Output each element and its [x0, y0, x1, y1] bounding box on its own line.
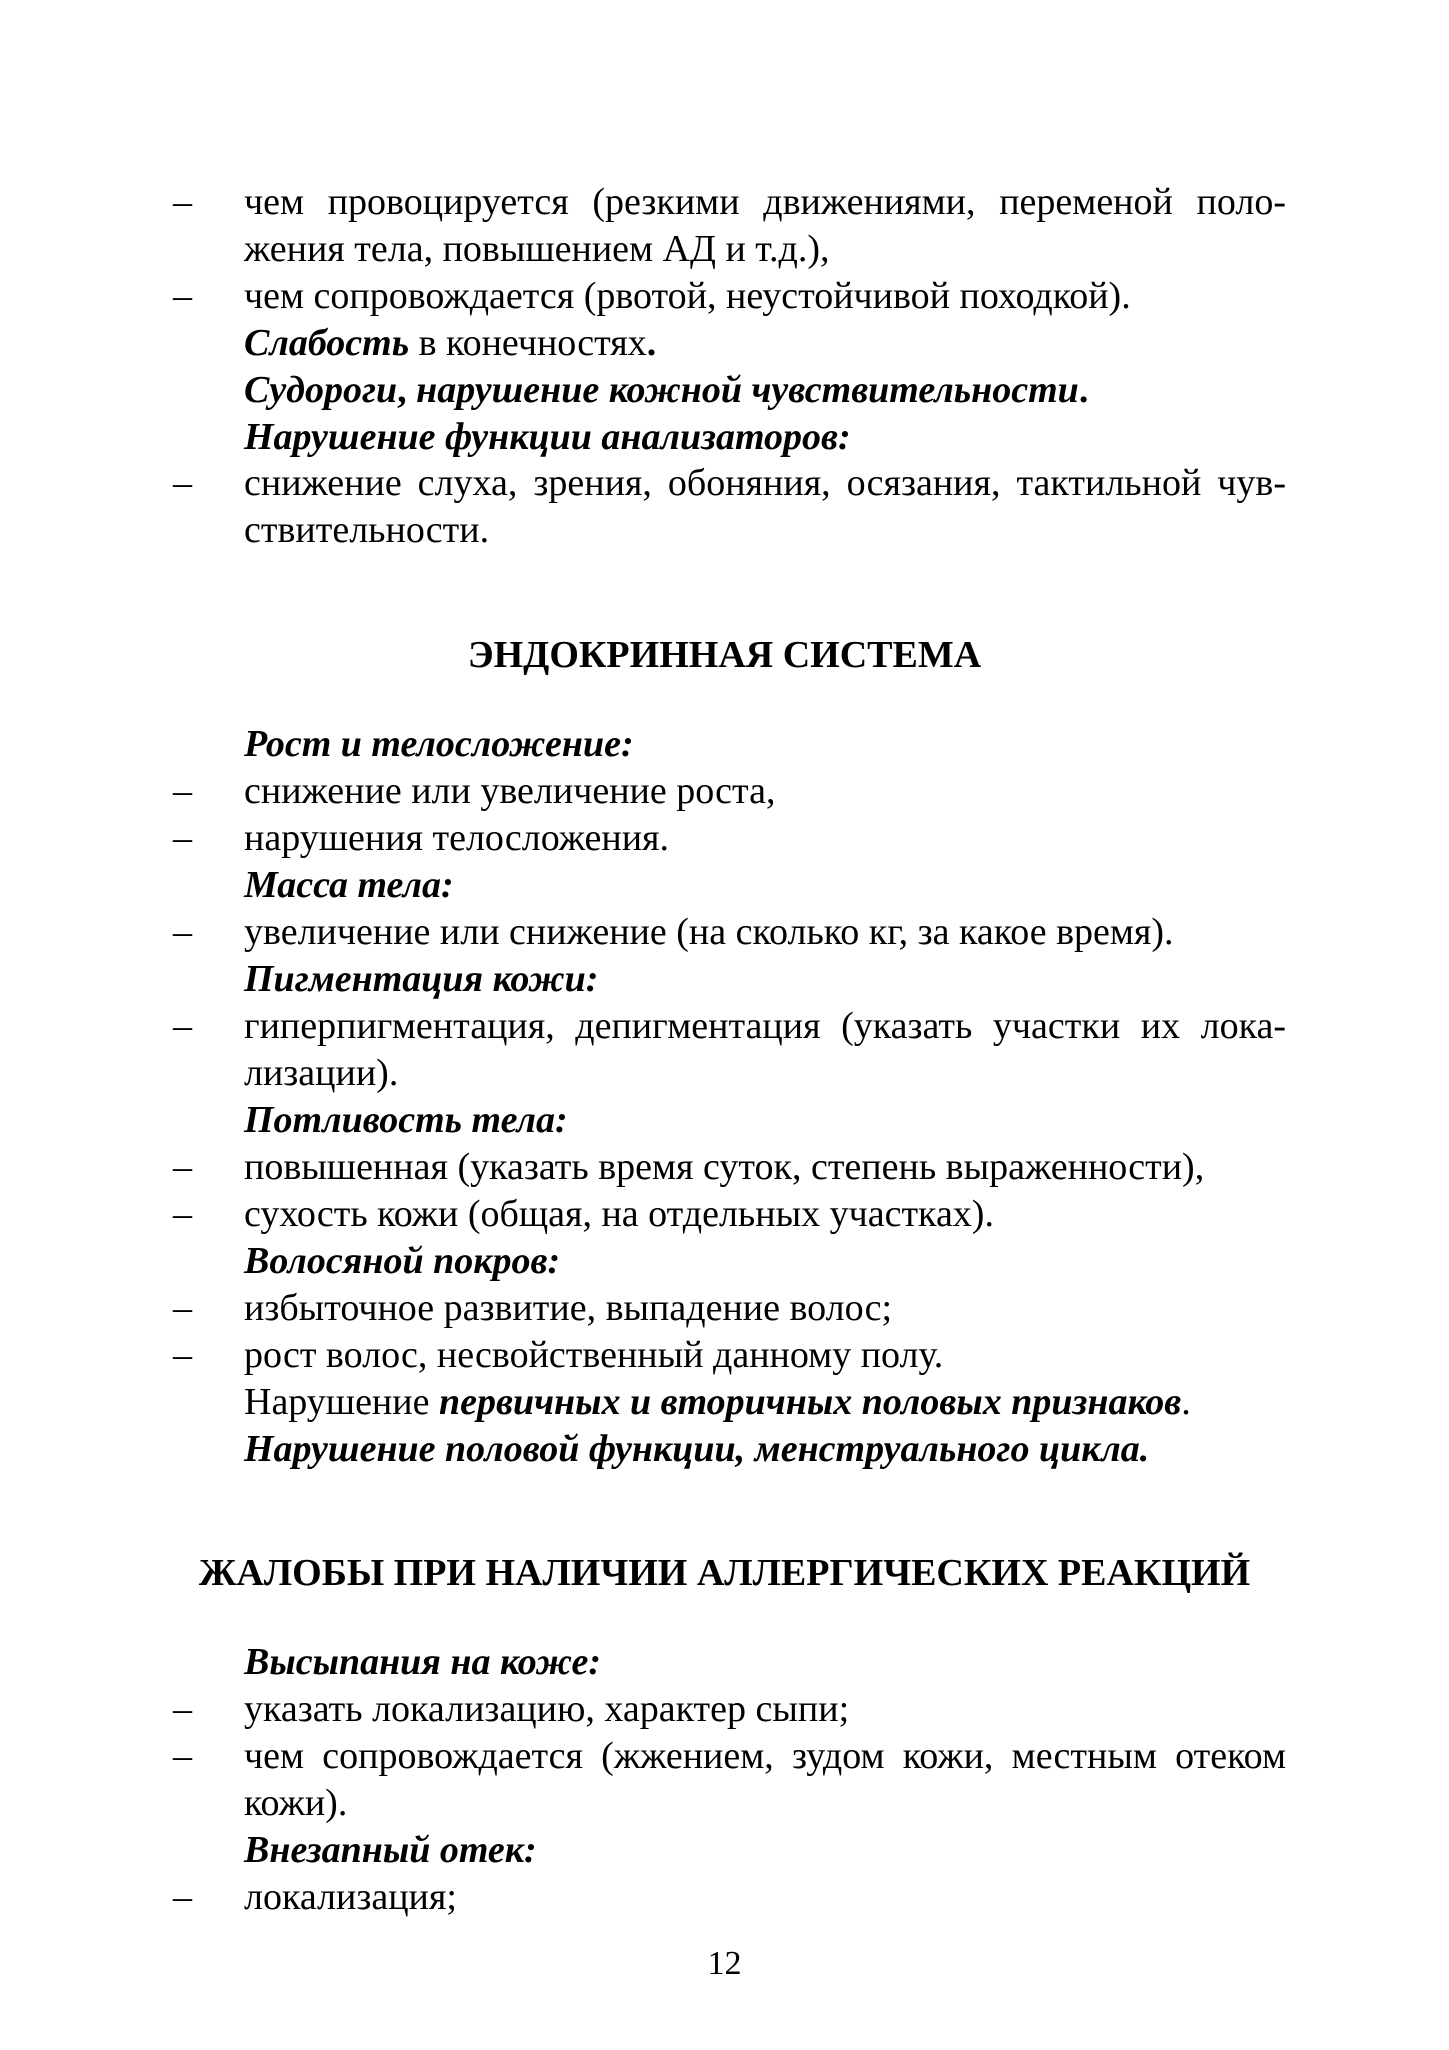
dash-bullet: –	[173, 1287, 192, 1329]
emphasis-text: Слабость	[244, 322, 410, 364]
list-item-text: рост волос, несвойственный данному полу.	[244, 1334, 944, 1376]
list-item-text: увеличение или снижение (на сколько кг, за какое время).	[244, 911, 1174, 953]
plain-text: .	[1078, 369, 1089, 411]
section-heading: ЖАЛОБЫ ПРИ НАЛИЧИИ АЛЛЕРГИЧЕСКИХ РЕАКЦИЙ	[198, 1552, 1251, 1594]
emphasis-text: первичных и вторичных половых признаков	[438, 1381, 1182, 1423]
section-heading: ЭНДОКРИННАЯ СИСТЕМА	[467, 634, 982, 676]
dash-bullet: –	[173, 1193, 192, 1235]
subheading-text: Потливость тела:	[244, 1099, 568, 1141]
list-item-text: избыточное развитие, выпадение волос;	[244, 1287, 893, 1329]
list-item-text: жения тела, повышением АД и т.д.),	[244, 228, 830, 270]
subheading-text: Внезапный отек:	[244, 1829, 537, 1871]
list-item-text: чем сопровождается (рвотой, неустойчивой походкой).	[244, 275, 1131, 317]
list-item-text: кожи).	[244, 1782, 348, 1824]
list-item-text: повышенная (указать время суток, степень выраженности),	[244, 1146, 1205, 1188]
list-item-text: нарушения телосложения.	[244, 817, 670, 859]
page-number: 12	[707, 1945, 742, 1982]
list-item-text: сухость кожи (общая, на отдельных участках).	[244, 1193, 994, 1235]
list-item-text: локализация;	[244, 1876, 457, 1918]
dash-bullet: –	[173, 462, 192, 504]
dash-bullet: –	[173, 911, 192, 953]
dash-bullet: –	[173, 1876, 192, 1918]
subheading-text: Волосяной покров:	[244, 1240, 561, 1282]
plain-text: .	[646, 322, 657, 364]
list-item-text: чем провоцируется (резкими движениями, переменой поло-	[244, 181, 1286, 223]
plain-text: в конечностях	[409, 322, 647, 364]
paragraph-text	[244, 1375, 1286, 1429]
subheading-text: Нарушение половой функции, менструального цикла.	[244, 1428, 1150, 1470]
subheading-text: Высыпания на коже:	[244, 1641, 602, 1683]
dash-bullet: –	[173, 1146, 192, 1188]
subheading-text: Нарушение функции анализаторов:	[244, 416, 851, 458]
plain-text: ,	[397, 369, 417, 411]
subheading-text: Пигментация кожи:	[244, 958, 599, 1000]
dash-bullet: –	[173, 817, 192, 859]
dash-bullet: –	[173, 1005, 192, 1047]
dash-bullet: –	[173, 181, 192, 223]
dash-bullet: –	[173, 770, 192, 812]
dash-bullet: –	[173, 1688, 192, 1730]
paragraph-text	[244, 363, 1286, 417]
list-item-text: снижение или увеличение роста,	[244, 770, 776, 812]
list-item-text: лизации).	[244, 1052, 399, 1094]
dash-bullet: –	[173, 1735, 192, 1777]
list-item-text: ствительности.	[244, 509, 490, 551]
list-item-text: снижение слуха, зрения, обоняния, осязания, тактильной чув-	[244, 462, 1286, 504]
list-item-text: чем сопровождается (жжением, зудом кожи, местным отеком	[244, 1735, 1286, 1777]
subheading-text: Масса тела:	[244, 864, 454, 906]
plain-text: .	[1181, 1381, 1191, 1423]
paragraph-text	[244, 316, 1286, 370]
list-item-text: гиперпигментация, депигментация (указать участки их лока-	[244, 1005, 1286, 1047]
subheading-text: Рост и телосложение:	[244, 723, 634, 765]
dash-bullet: –	[173, 275, 192, 317]
list-item-text: указать локализацию, характер сыпи;	[244, 1688, 850, 1730]
plain-text: Нарушение	[244, 1381, 439, 1423]
emphasis-text: нарушение кожной чувствительности	[416, 369, 1079, 411]
dash-bullet: –	[173, 1334, 192, 1376]
emphasis-text: Судороги	[244, 369, 398, 411]
